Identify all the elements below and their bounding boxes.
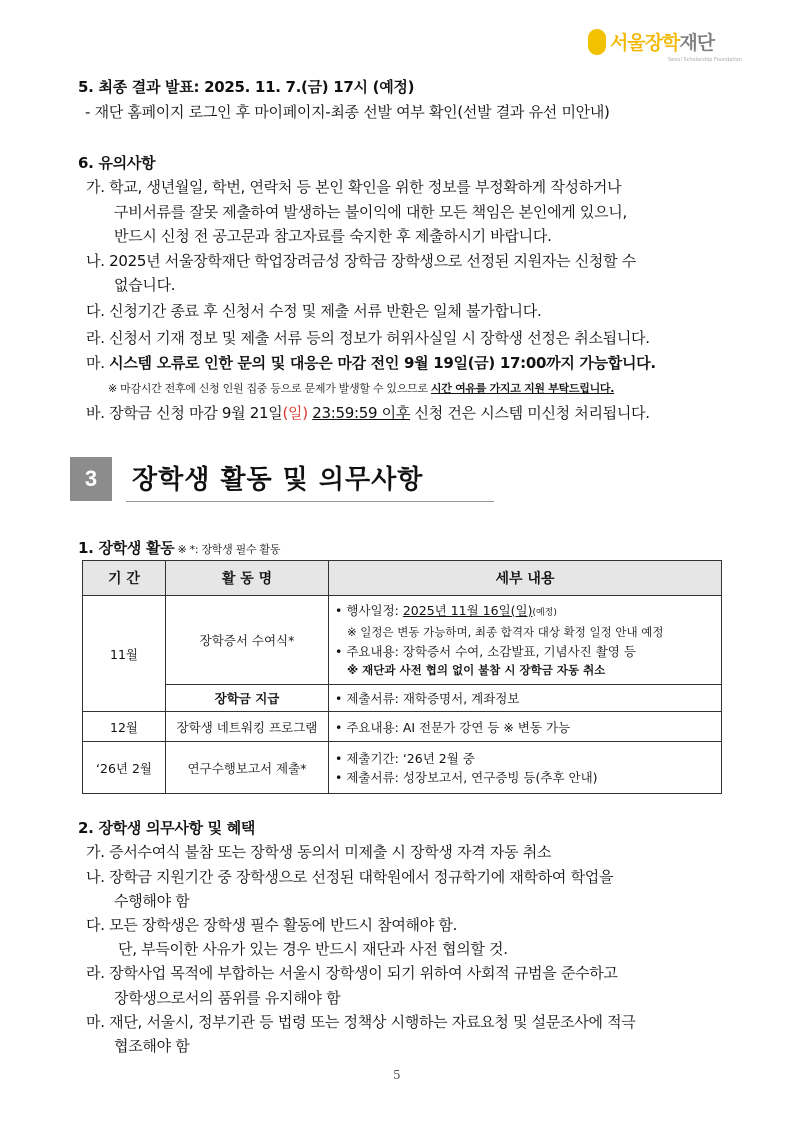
details-cell: • 제출기간: ‘26년 2월 중 • 제출서류: 성장보고서, 연구증빙 등(추후 안내) bbox=[329, 742, 722, 794]
logo-badge-icon bbox=[588, 29, 606, 55]
table-row bbox=[83, 742, 722, 794]
section-5-line: - 재단 홈페이지 로그인 후 마이페이지-최종 선발 여부 확인(선발 결과 유선 미안내) bbox=[85, 103, 610, 121]
notice-ga-3: 반드시 신청 전 공고문과 참고자료를 숙지한 후 제출하시기 바랍니다. bbox=[114, 227, 552, 245]
table-row bbox=[83, 712, 722, 742]
logo-subtitle: Seoul Scholarship Foundation bbox=[668, 57, 742, 63]
activity-cell: 연구수행보고서 제출* bbox=[166, 742, 329, 794]
duty-da-1: 다. 모든 장학생은 장학생 필수 활동에 반드시 참여해야 함. bbox=[86, 916, 458, 934]
duty-na-2: 수행해야 함 bbox=[114, 892, 190, 910]
header-activity: 활 동 명 bbox=[166, 561, 329, 596]
section-3-title: 장학생 활동 및 의무사항 bbox=[132, 465, 424, 495]
notice-ra: 라. 신청서 기재 정보 및 제출 서류 등의 정보가 허위사실일 시 장학생 선정은 취소됩니다. bbox=[86, 329, 650, 347]
activities-table bbox=[82, 560, 722, 794]
table-header-row bbox=[83, 561, 722, 596]
notice-da: 다. 신청기간 종료 후 신청서 수정 및 제출 서류 반환은 일체 불가합니다. bbox=[86, 302, 542, 320]
notice-ma-bold: 시스템 오류로 인한 문의 및 대응은 마감 전인 9월 19일(금) 17:00까지 가능합니다. bbox=[109, 354, 656, 372]
duty-ra-1: 라. 장학사업 목적에 부합하는 서울시 장학생이 되기 위하여 사회적 규범을 준수하고 bbox=[86, 964, 618, 982]
duty-ma-1: 마. 재단, 서울시, 정부기관 등 법령 또는 정책상 시행하는 자료요청 및 설문조사에 적극 bbox=[86, 1013, 636, 1031]
header-details: 세부 내용 bbox=[329, 561, 722, 596]
deadline-time: 23:59:59 이후 bbox=[312, 404, 411, 422]
notice-ba: 바. 장학금 신청 마감 9월 21일(일) 23:59:59 이후 신청 건은 시스템 미신청 처리됩니다. bbox=[86, 404, 650, 422]
period-cell: ‘26년 2월 bbox=[83, 742, 166, 794]
notice-na-1: 나. 2025년 서울장학재단 학업장려금성 장학금 장학생으로 선정된 지원자는 신청할 수 bbox=[86, 252, 636, 270]
activities-heading: 1. 장학생 활동 ※ *: 장학생 필수 활동 bbox=[78, 539, 281, 557]
notice-na-2: 없습니다. bbox=[114, 276, 176, 294]
details-cell: • 제출서류: 재학증명서, 계좌정보 bbox=[329, 685, 722, 712]
period-cell: 11월 bbox=[83, 596, 166, 712]
notice-ma: 마. 시스템 오류로 인한 문의 및 대응은 마감 전인 9월 19일(금) 17:00까지 가능합니다. bbox=[86, 354, 656, 372]
activities-note: ※ *: 장학생 필수 활동 bbox=[174, 543, 281, 556]
section-title-underline bbox=[126, 501, 494, 502]
duty-ra-2: 장학생으로서의 품위를 유지해야 함 bbox=[114, 989, 341, 1007]
details-cell: • 행사일정: 2025년 11월 16일(일)(예정) ※ 일정은 변동 가능하며, 최종 합격자 대상 확정 일정 안내 예정 • 주요내용: 장학증서 수여, 소감발표, 기념사진 촬영 등 ※ 재단과 사전 협의 없이 불참 시 장학금 자동 취소 bbox=[329, 596, 722, 685]
duty-ga: 가. 증서수여식 불참 또는 장학생 동의서 미제출 시 장학생 자격 자동 취소 bbox=[86, 843, 552, 861]
section-number-badge: 3 bbox=[70, 457, 112, 501]
table-row bbox=[83, 596, 722, 685]
section-5-title: 5. 최종 결과 발표: 2025. 11. 7.(금) 17시 (예정) bbox=[78, 78, 415, 96]
notice-deadline-note: ※ 마감시간 전후에 신청 인원 집중 등으로 문제가 발생할 수 있으므로 시간 여유를 가지고 지원 부탁드립니다. bbox=[108, 382, 615, 395]
logo-text-gray: 재단 bbox=[679, 32, 715, 54]
details-cell: • 주요내용: AI 전문가 강연 등 ※ 변동 가능 bbox=[329, 712, 722, 742]
activity-cell: 장학금 지급 bbox=[166, 685, 329, 712]
sunday-red: (일) bbox=[282, 404, 308, 422]
section-6-title: 6. 유의사항 bbox=[78, 154, 156, 172]
notice-note-bold: 시간 여유를 가지고 지원 부탁드립니다. bbox=[430, 382, 615, 395]
logo-text-yellow: 서울장학 bbox=[610, 32, 680, 54]
foundation-logo bbox=[588, 28, 714, 55]
duties-heading: 2. 장학생 의무사항 및 혜택 bbox=[78, 819, 256, 837]
activity-cell: 장학생 네트워킹 프로그램 bbox=[166, 712, 329, 742]
activity-cell: 장학증서 수여식* bbox=[166, 596, 329, 685]
duty-na-1: 나. 장학금 지원기간 중 장학생으로 선정된 대학원에서 정규학기에 재학하여 학업을 bbox=[86, 868, 614, 886]
notice-ga-1: 가. 학교, 생년월일, 학번, 연락처 등 본인 확인을 위한 정보를 부정확하게 작성하거나 bbox=[86, 178, 622, 196]
notice-ga-2: 구비서류를 잘못 제출하여 발생하는 불이익에 대한 모든 책임은 본인에게 있으니, bbox=[114, 203, 627, 221]
period-cell: 12월 bbox=[83, 712, 166, 742]
table-row bbox=[83, 685, 722, 712]
header-period: 기 간 bbox=[83, 561, 166, 596]
page-number: 5 bbox=[393, 1068, 401, 1082]
duty-da-2: 단, 부득이한 사유가 있는 경우 반드시 재단과 사전 협의할 것. bbox=[118, 940, 508, 958]
duty-ma-2: 협조해야 함 bbox=[114, 1037, 190, 1055]
